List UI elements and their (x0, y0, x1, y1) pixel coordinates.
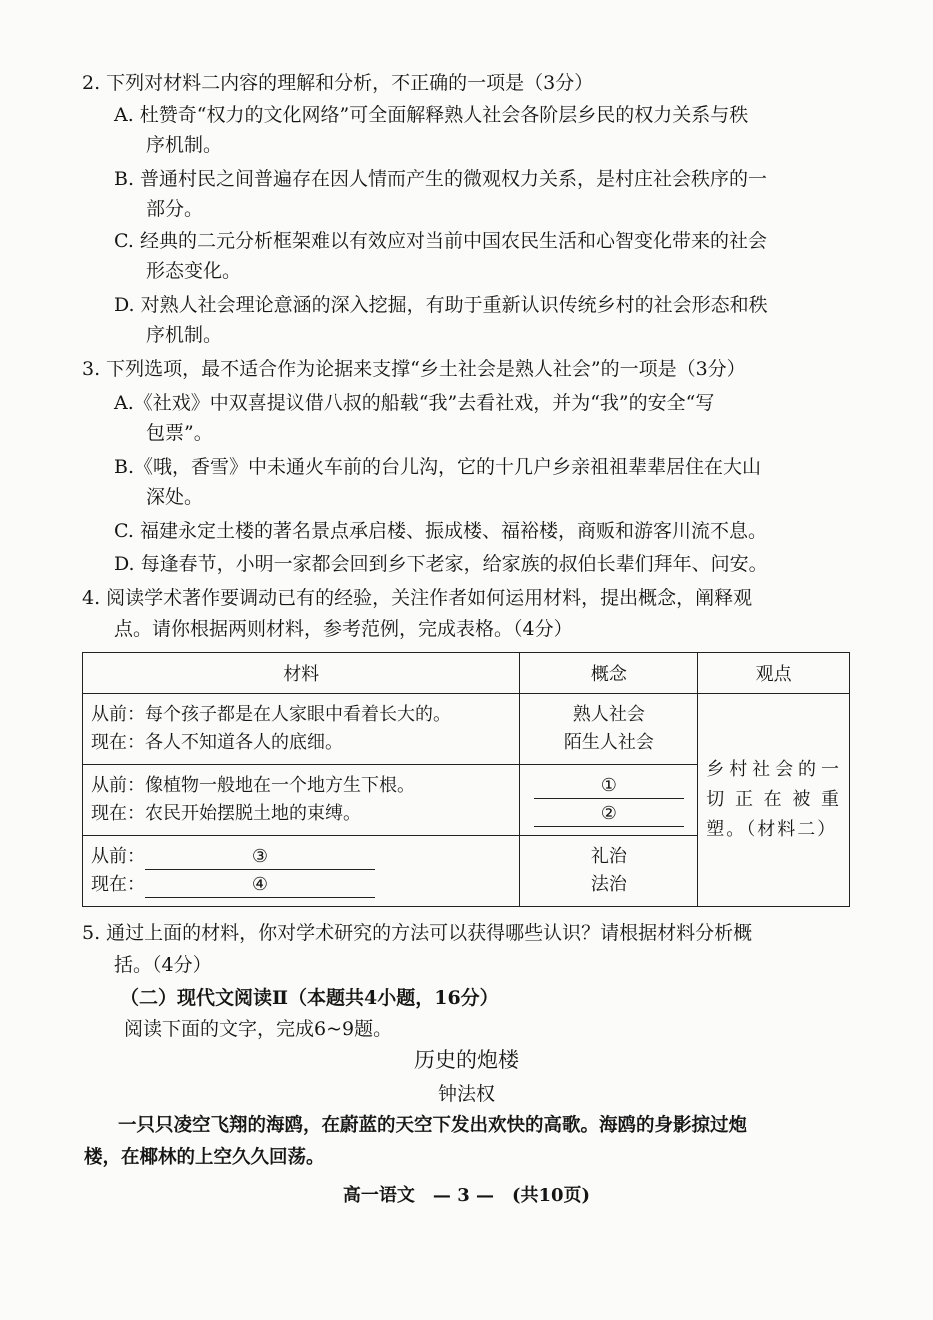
row2-concept (520, 765, 698, 836)
q3-option-c: C. 福建永定土楼的著名景点承启楼、振成楼、福裕楼，商贩和游客川流不息。 (114, 520, 767, 542)
q3-option-d: D. 每逢春节，小明一家都会回到乡下老家，给家族的叔伯长辈们拜年、问安。 (114, 553, 768, 575)
q2-stem: 2. 下列对材料二内容的理解和分析，不正确的一项是（3分） (82, 72, 594, 94)
row1-concept-2: 陌生人社会 (563, 732, 654, 753)
table-header-row (83, 653, 850, 694)
q2-option-b-cont: 部分。 (146, 198, 204, 220)
q5-stem-cont: 括。（4分） (114, 954, 212, 976)
article-author: 钟法权 (437, 1083, 495, 1105)
page-footer: 高一语文 — 3 — (共10页) (342, 1185, 591, 1206)
row3-material (83, 836, 520, 907)
header-view: 观点 (698, 653, 850, 694)
q2-option-a-cont: 序机制。 (146, 134, 223, 156)
q5-stem: 5. 通过上面的材料，你对学术研究的方法可以获得哪些认识？请根据材料分析概 (82, 922, 753, 944)
q4-stem-cont: 点。请你根据两则材料，参考范例，完成表格。（4分） (114, 618, 573, 640)
article-paragraph-cont: 楼，在椰林的上空久久回荡。 (84, 1147, 325, 1168)
section-heading: （二）现代文阅读Ⅱ（本题共4小题，16分） (120, 987, 499, 1009)
q2-option-d-cont: 序机制。 (146, 324, 223, 346)
row1-concept (520, 694, 698, 765)
q3-option-a-cont: 包票”。 (146, 422, 213, 444)
q2-option-c-cont: 形态变化。 (146, 260, 242, 282)
header-material: 材料 (83, 653, 520, 694)
blank-4[interactable]: ④ (145, 873, 375, 898)
section-instruction: 阅读下面的文字，完成6~9题。 (124, 1018, 393, 1040)
article-title: 历史的炮楼 (414, 1048, 519, 1072)
q3-option-b: B.《哦，香雪》中未通火车前的台儿沟，它的十几户乡亲祖祖辈辈居住在大山 (114, 456, 762, 478)
row2-material (83, 765, 520, 836)
q2-option-c: C. 经典的二元分析框架难以有效应对当前中国农民生活和心智变化带来的社会 (114, 230, 767, 252)
blank-2[interactable]: ② (534, 802, 684, 827)
q4-stem: 4. 阅读学术著作要调动已有的经验，关注作者如何运用材料，提出概念，阐释观 (82, 587, 753, 609)
row1-now: 现在：各人不知道各人的底细。 (91, 732, 343, 753)
q3-stem: 3. 下列选项，最不适合作为论据来支撑“乡土社会是熟人社会”的一项是（3分） (82, 358, 746, 380)
row3-concept-1: 礼治 (590, 846, 627, 867)
q2-option-d: D. 对熟人社会理论意涵的深入挖掘，有助于重新认识传统乡村的社会形态和秩 (114, 294, 768, 316)
row2-now: 现在：农民开始摆脱土地的束缚。 (91, 803, 361, 824)
row3-concept (520, 836, 698, 907)
blank-1[interactable]: ① (534, 774, 684, 799)
article-paragraph: 一只只凌空飞翔的海鸥，在蔚蓝的天空下发出欢快的高歌。海鸥的身影掠过炮 (118, 1115, 748, 1136)
q2-option-b: B. 普通村民之间普遍存在因人情而产生的微观权力关系，是村庄社会秩序的一 (114, 168, 768, 190)
view-cell: 乡村社会的一切正在被重塑。（材料二） (698, 694, 850, 907)
header-concept: 概念 (520, 653, 698, 694)
q2-option-a: A. 杜赞奇“权力的文化网络”可全面解释熟人社会各阶层乡民的权力关系与秩 (114, 104, 749, 126)
q3-option-a: A.《社戏》中双喜提议借八叔的船载“我”去看社戏，并为“我”的安全“写 (114, 392, 715, 414)
row3-now-label: 现在： (91, 874, 145, 895)
concept-table (82, 652, 850, 907)
row2-past: 从前：像植物一般地在一个地方生下根。 (91, 775, 415, 796)
row3-concept-2: 法治 (590, 874, 627, 895)
q3-option-b-cont: 深处。 (146, 486, 204, 508)
row1-material (83, 694, 520, 765)
row1-concept-1: 熟人社会 (572, 704, 645, 725)
table-row (83, 694, 850, 765)
row1-past: 从前：每个孩子都是在人家眼中看着长大的。 (91, 704, 451, 725)
blank-3[interactable]: ③ (145, 845, 375, 870)
row3-past-label: 从前： (91, 846, 145, 867)
